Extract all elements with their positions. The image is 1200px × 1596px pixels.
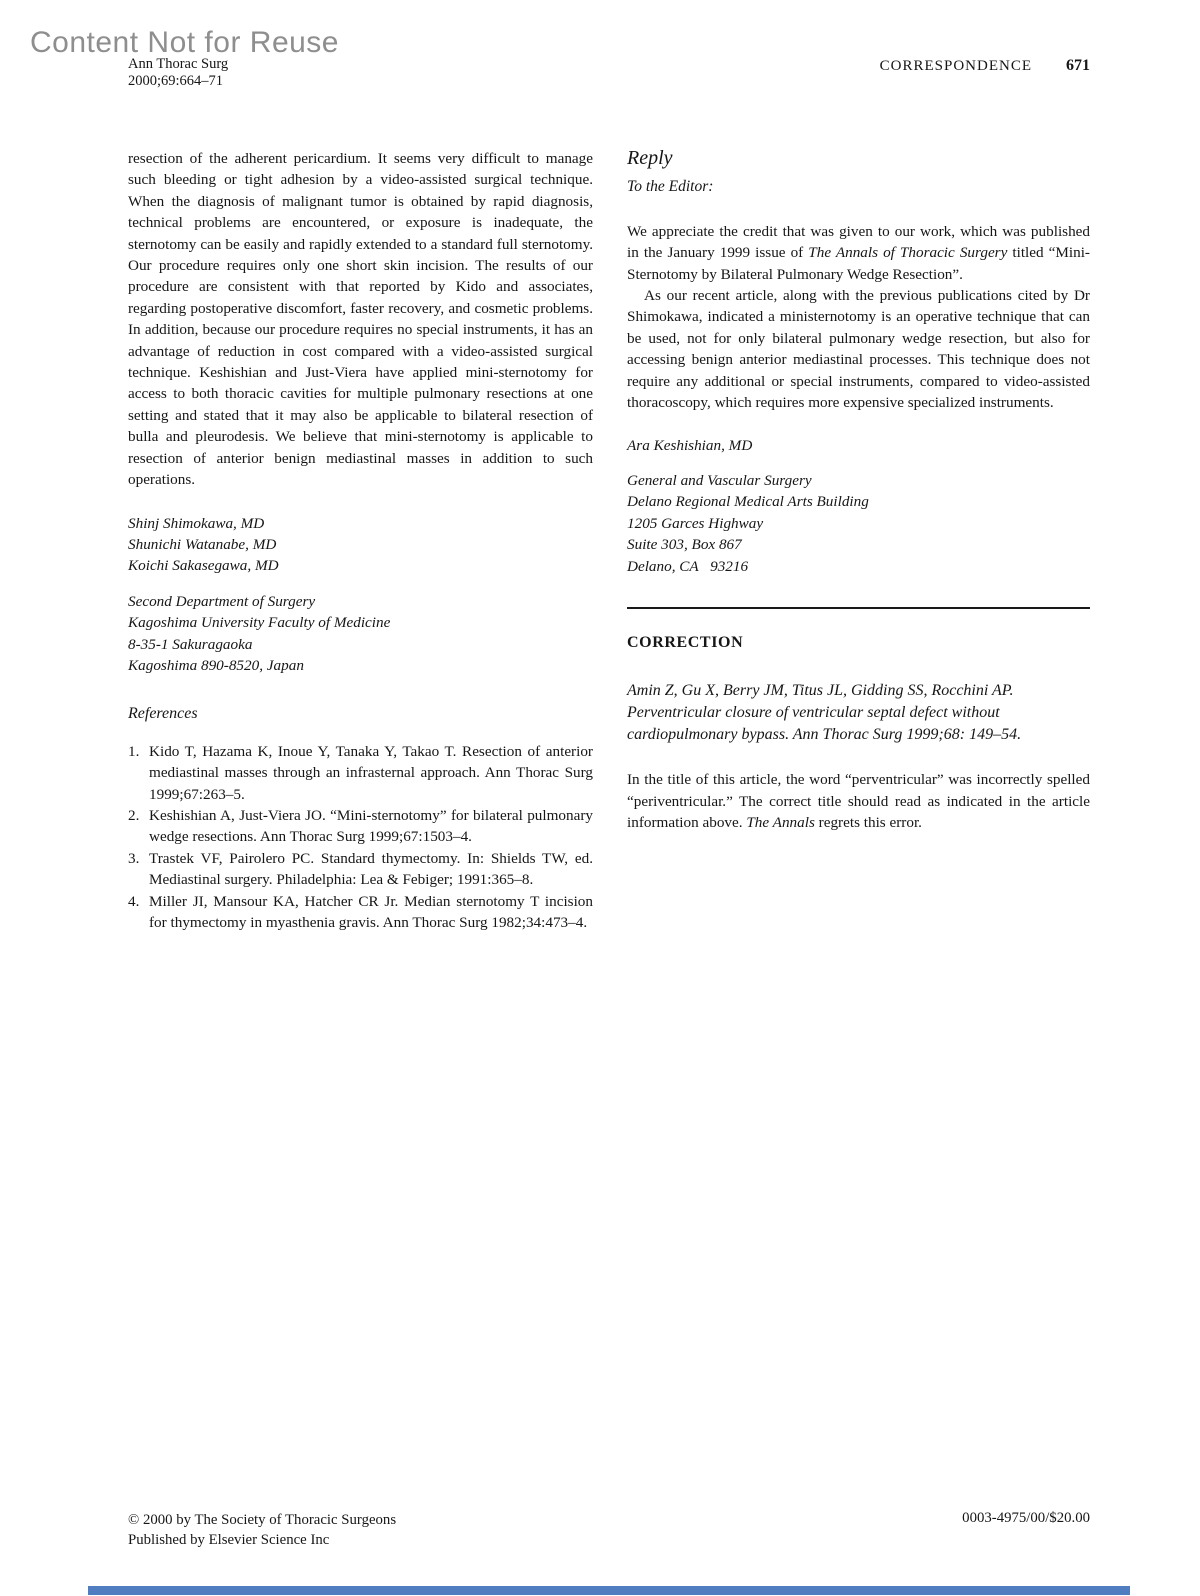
- author-address: [128, 591, 593, 677]
- section-label: CORRESPONDENCE: [879, 58, 1032, 74]
- copyright-block: [128, 1510, 396, 1550]
- correction-paragraph: In the title of this article, the word “perventricular” was incorrectly spelled “periventricular.” The correct title should read as indicated in the article information above. The Annals regrets this error.: [627, 771, 1090, 832]
- reference-text: Keshishian A, Just-Viera JO. “Mini-sternotomy” for bilateral pulmonary wedge resections. Ann Thorac Surg 1999;67:1503–4.: [149, 806, 593, 846]
- reply-paragraph-2: As our recent article, along with the previous publications cited by Dr Shimokawa, indicated a ministernotomy is an operative technique that can be used, not for only bilateral pulmonary wedge resection, but also for accessing benign anterior mediastinal processes. This technique does not require any additional or special instruments, compared to video-assisted thoracoscopy, which requires more expensive specialized instruments.: [627, 287, 1090, 412]
- page-number: 671: [1066, 57, 1090, 74]
- reply-paragraph-1: We appreciate the credit that was given to our work, which was published in the January 1999 issue of The Annals of Thoracic Surgery titled “Mini-Sternotomy by Bilateral Pulmonary Wedge Resection”.: [627, 222, 1090, 283]
- salutation: To the Editor:: [627, 178, 714, 196]
- reference-number: 4.: [128, 892, 140, 910]
- journal-citation: [128, 56, 228, 90]
- corrected-citation: Amin Z, Gu X, Berry JM, Titus JL, Gidding SS, Rocchini AP. Perventricular closure of ventricular septal defect without cardiopulmonary bypass. Ann Thorac Surg 1999;68: 149–54.: [627, 682, 1022, 744]
- author-name: Shinj Shimokawa, MD: [128, 514, 265, 532]
- address-line: Kagoshima University Faculty of Medicine: [128, 614, 391, 632]
- address-line: Delano Regional Medical Arts Building: [627, 493, 869, 511]
- author-name: Shunichi Watanabe, MD: [128, 535, 277, 553]
- reference-text: Kido T, Hazama K, Inoue Y, Tanaka Y, Takao T. Resection of anterior mediastinal masses through an infrasternal approach. Ann Thorac Surg 1999;67:263–5.: [149, 742, 593, 803]
- reuse-watermark: Content Not for Reuse: [30, 26, 339, 59]
- reference-item: [128, 848, 593, 891]
- reference-number: 1.: [128, 742, 140, 760]
- article-columns: [128, 148, 1090, 933]
- references-list: [128, 741, 593, 934]
- copyright-line: © 2000 by The Society of Thoracic Surgeons: [128, 1512, 397, 1528]
- reference-number: 2.: [128, 806, 140, 824]
- section-divider: [627, 607, 1090, 609]
- address-line: Delano, CA 93216: [627, 557, 749, 575]
- address-line: Second Department of Surgery: [128, 592, 316, 610]
- address-line: General and Vascular Surgery: [627, 471, 812, 489]
- address-line: Kagoshima 890-8520, Japan: [128, 656, 304, 674]
- reply-heading: Reply: [627, 147, 673, 169]
- left-column: [128, 148, 593, 933]
- reply-author-address: [627, 470, 1090, 577]
- reference-number: 3.: [128, 849, 140, 867]
- publisher-line: Published by Elsevier Science Inc: [128, 1532, 330, 1548]
- price-code: 0003-4975/00/$20.00: [962, 1510, 1090, 1526]
- reply-author-signature: Ara Keshishian, MD: [627, 437, 753, 455]
- reference-item: [128, 805, 593, 848]
- running-head: [880, 57, 1090, 75]
- references-heading: References: [128, 705, 198, 723]
- address-line: 8-35-1 Sakuragaoka: [128, 635, 253, 653]
- reference-item: [128, 741, 593, 805]
- author-name: Koichi Sakasegawa, MD: [128, 557, 279, 575]
- journal-name: Ann Thorac Surg: [128, 56, 229, 72]
- journal-volume-pages: 2000;69:664–71: [128, 73, 224, 89]
- correction-heading: CORRECTION: [627, 633, 744, 651]
- letter-body-continued: resection of the adherent pericardium. It seems very difficult to manage such bleeding or tight adhesion by a video-assisted surgical technique. When the diagnosis of malignant tumor is obtained by rapid diagnosis, technical problems are encountered, or exposure is inadequate, the sternotomy can be easily and rapidly extended to a standard full sternotomy. Our procedure requires only one short skin incision. The results of our procedure are consistent with that reported by Kido and associates, regarding postoperative discomfort, faster recovery, and cosmetic problems. In addition, because our procedure requires no special instruments, it has an advantage of reduction in cost compared with a video-assisted surgical technique. Keshishian and Just-Viera have applied mini-sternotomy for access to both thoracic cavities for multiple pulmonary resections at one setting and stated that it may also be applicable to bilateral resection of bulla and pleurodesis. We believe that mini-sternotomy is applicable to resection of anterior benign mediastinal masses in addition to such operations.: [128, 150, 593, 489]
- address-line: 1205 Garces Highway: [627, 514, 764, 532]
- reference-text: Trastek VF, Pairolero PC. Standard thymectomy. In: Shields TW, ed. Mediastinal surgery. Philadelphia: Lea & Febiger; 1991:365–8.: [149, 849, 593, 889]
- right-column: [627, 148, 1090, 933]
- address-line: Suite 303, Box 867: [627, 536, 742, 554]
- reference-text: Miller JI, Mansour KA, Hatcher CR Jr. Median sternotomy T incision for thymectomy in myasthenia gravis. Ann Thorac Surg 1982;34:473–4.: [149, 892, 593, 931]
- reference-item: [128, 891, 593, 934]
- page-edge-bar: [88, 1586, 1130, 1595]
- author-signatures: [128, 513, 593, 577]
